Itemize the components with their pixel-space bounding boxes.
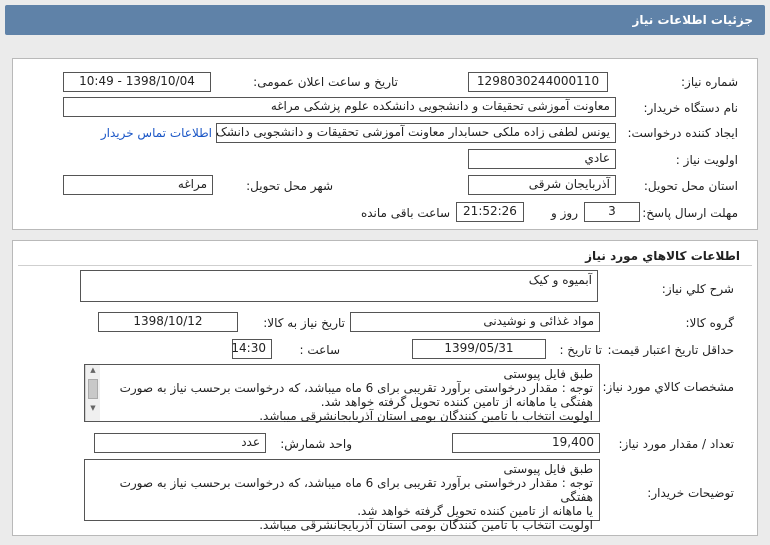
buyer-notes-label: توضیحات خریدار: bbox=[647, 486, 734, 500]
until-date-label: تا تاریخ : bbox=[559, 343, 602, 357]
hour-label: ساعت : bbox=[299, 343, 340, 357]
need-date-label: تاریخ نیاز به کالا: bbox=[263, 316, 345, 330]
goods-section-title: اطلاعات کالاهاي مورد نياز bbox=[585, 249, 740, 263]
group-field: مواد غذائی و نوشیدنی bbox=[350, 312, 600, 332]
note-line: اولویت انتخاب با تامین کنندگان بومی استان آذربایجانشرقی میباشد. bbox=[259, 518, 593, 532]
validity-label: حداقل تاریخ اعتبار قیمت: bbox=[607, 343, 734, 357]
remaining-time-field: 21:52:26 bbox=[456, 202, 524, 222]
note-line: یا ماهانه از تامین کننده تحویل گرفته خواهد شد. bbox=[357, 504, 593, 518]
city-label: شهر محل تحویل: bbox=[246, 179, 333, 193]
priority-label: اولویت نیاز : bbox=[675, 153, 738, 167]
province-label: استان محل تحویل: bbox=[643, 179, 738, 193]
announce-field: 1398/10/04 - 10:49 bbox=[63, 72, 211, 92]
description-label: شرح کلي نياز: bbox=[661, 282, 734, 296]
scroll-up-icon[interactable]: ▲ bbox=[90, 366, 96, 374]
spec-scrollbar[interactable] bbox=[85, 365, 100, 421]
scroll-thumb[interactable] bbox=[88, 379, 98, 399]
city-field: مراغه bbox=[63, 175, 213, 195]
buyer-contact-link[interactable]: اطلاعات تماس خریدار bbox=[100, 126, 212, 140]
need-date-field: 1398/10/12 bbox=[98, 312, 238, 332]
note-line: توجه : مقدار درخواستی برآورد تقریبی برای 6 ماه میباشد، که درخواست برحسب نیاز به صورت هفتگی bbox=[119, 476, 593, 504]
unit-label: واحد شمارش: bbox=[280, 437, 352, 451]
spec-line: توجه : مقدار درخواستی برآورد تقریبی برای 6 ماه میباشد، که درخواست برحسب نیاز به صورت bbox=[119, 381, 593, 395]
announce-label: تاریخ و ساعت اعلان عمومی: bbox=[253, 75, 398, 89]
spec-line: هفتگی یا ماهانه از تامین کننده تحویل گرفته خواهد شد. bbox=[320, 395, 593, 409]
creator-field: یونس لطفی زاده ملکی حسابدار معاونت آموزشی تحقیقات و دانشجویی دانشک bbox=[216, 123, 616, 143]
spec-label: مشخصات کالاي مورد نياز: bbox=[602, 380, 734, 394]
note-line: طبق فایل پیوستی bbox=[503, 462, 593, 476]
spec-line: اولویت انتخاب با تامین کنندگان بومی استان آذربایجانشرقی میباشد. bbox=[259, 409, 593, 423]
page-title: جزئیات اطلاعات نیاز bbox=[5, 5, 765, 35]
remaining-label: ساعت باقی مانده bbox=[360, 206, 450, 220]
deadline-label: مهلت ارسال پاسخ: bbox=[642, 206, 738, 220]
scroll-down-icon[interactable]: ▼ bbox=[90, 404, 96, 412]
creator-label: ایجاد کننده درخواست: bbox=[627, 126, 738, 140]
description-field: آبمیوه و کیک bbox=[80, 270, 598, 302]
spec-textarea[interactable] bbox=[84, 364, 600, 422]
need-number-label: شماره نیاز: bbox=[681, 75, 738, 89]
need-number-field: 1298030244000110 bbox=[468, 72, 608, 92]
province-field: آذربایجان شرقی bbox=[468, 175, 616, 195]
buyer-field: معاونت آموزشی تحقیقات و دانشجویی دانشکده علوم پزشکی مراغه bbox=[63, 97, 616, 117]
section-divider bbox=[18, 265, 752, 266]
group-label: گروه کالا: bbox=[685, 316, 734, 330]
quantity-field: 19,400 bbox=[452, 433, 600, 453]
hour-field: 14:30 bbox=[232, 339, 272, 359]
days-label: روز و bbox=[551, 206, 578, 220]
priority-field: عادي bbox=[468, 149, 616, 169]
until-date-field: 1399/05/31 bbox=[412, 339, 546, 359]
spec-line: طبق فایل پیوستی bbox=[503, 367, 593, 381]
unit-field: عدد bbox=[94, 433, 266, 453]
buyer-label: نام دستگاه خریدار: bbox=[643, 101, 738, 115]
quantity-label: تعداد / مقدار مورد نیاز: bbox=[618, 437, 734, 451]
buyer-notes-box bbox=[84, 459, 600, 532]
days-field: 3 bbox=[584, 202, 640, 222]
